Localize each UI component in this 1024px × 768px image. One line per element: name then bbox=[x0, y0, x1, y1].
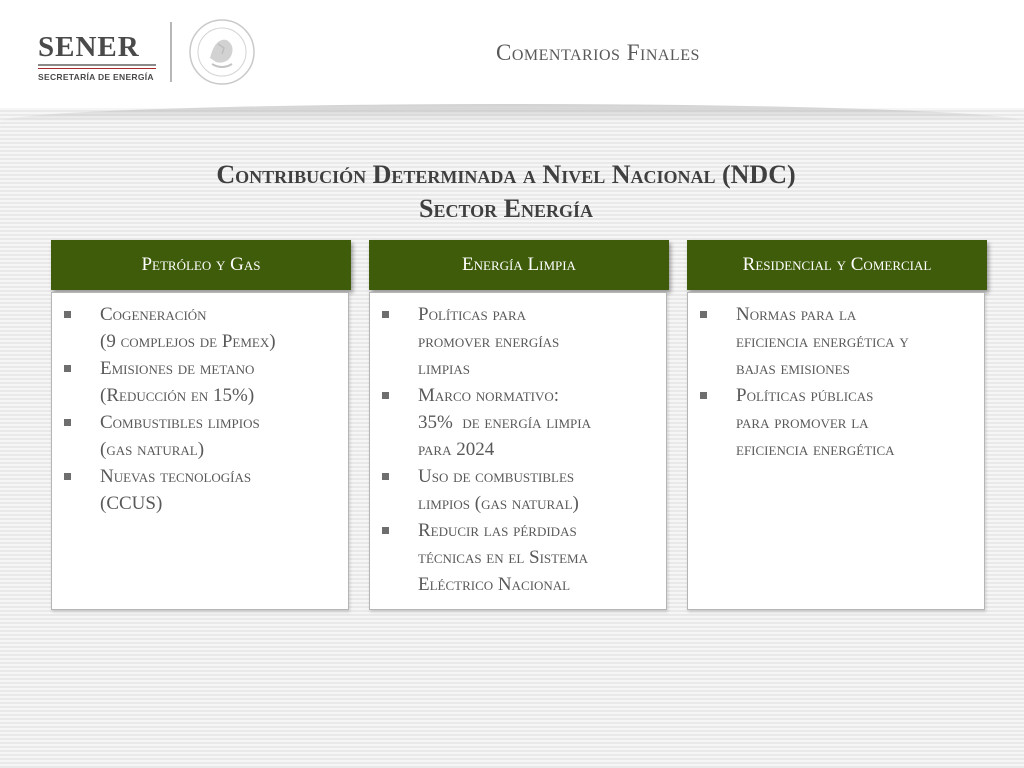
item-line: para 2024 bbox=[418, 439, 495, 460]
bullet-icon bbox=[382, 311, 389, 318]
list-item bbox=[382, 382, 658, 463]
item-line: Políticas públicas bbox=[736, 385, 874, 406]
logo-name: SENER bbox=[38, 31, 140, 63]
bullet-list bbox=[688, 293, 984, 463]
logo-subtitle: SECRETARÍA DE ENERGÍA bbox=[38, 72, 154, 82]
item-line: para promover la bbox=[736, 412, 869, 433]
bullet-icon bbox=[64, 365, 71, 372]
national-seal-icon bbox=[188, 18, 256, 86]
item-line: bajas emisiones bbox=[736, 358, 850, 379]
item-line: limpios (gas natural) bbox=[418, 493, 579, 514]
section-title: Comentarios Finales bbox=[496, 40, 700, 65]
bullet-icon bbox=[382, 473, 389, 480]
list-item bbox=[700, 382, 976, 463]
bullet-icon bbox=[700, 392, 707, 399]
item-line: Uso de combustibles bbox=[418, 466, 575, 487]
column-body bbox=[687, 292, 985, 610]
item-line: (CCUS) bbox=[100, 493, 163, 514]
item-line: promover energías bbox=[418, 331, 560, 352]
logo-rule-accent bbox=[38, 68, 156, 69]
bullet-icon bbox=[64, 473, 71, 480]
bullet-icon bbox=[64, 311, 71, 318]
bullet-list bbox=[52, 293, 348, 517]
list-item bbox=[382, 301, 658, 382]
list-item bbox=[64, 463, 340, 517]
item-line: limpias bbox=[418, 358, 471, 379]
item-line: eficiencia energética y bbox=[736, 331, 909, 352]
item-line: (gas natural) bbox=[100, 439, 205, 460]
item-line: Nuevas tecnologías bbox=[100, 466, 252, 487]
bullet-icon bbox=[64, 419, 71, 426]
list-item bbox=[382, 517, 658, 598]
column-body bbox=[51, 292, 349, 610]
column-header: Petróleo y Gas bbox=[51, 240, 351, 290]
item-line: Eléctrico Nacional bbox=[418, 574, 571, 595]
bullet-list bbox=[370, 293, 666, 598]
item-line: Marco normativo: bbox=[418, 385, 560, 406]
item-line: Cogeneración bbox=[100, 304, 207, 325]
item-line: técnicas en el Sistema bbox=[418, 547, 588, 568]
item-line: 35% de energía limpia bbox=[418, 412, 591, 433]
item-line: Políticas para bbox=[418, 304, 527, 325]
list-item bbox=[700, 301, 976, 382]
item-line: Reducir las pérdidas bbox=[418, 520, 577, 541]
list-item bbox=[382, 463, 658, 517]
column-body bbox=[369, 292, 667, 610]
list-item bbox=[64, 409, 340, 463]
bullet-icon bbox=[382, 527, 389, 534]
sener-logo bbox=[38, 32, 156, 82]
item-line: (9 complejos de Pemex) bbox=[100, 331, 276, 352]
logo-divider bbox=[170, 22, 172, 82]
slide-title-line1: Contribución Determinada a Nivel Nacional (NDC) bbox=[216, 160, 796, 189]
list-item bbox=[64, 355, 340, 409]
column-header: Energía Limpia bbox=[369, 240, 669, 290]
item-line: Normas para la bbox=[736, 304, 857, 325]
logo-rule bbox=[38, 64, 156, 66]
bullet-icon bbox=[382, 392, 389, 399]
slide-title bbox=[0, 158, 1012, 226]
item-line: (Reducción en 15%) bbox=[100, 385, 255, 406]
item-line: Emisiones de metano bbox=[100, 358, 255, 379]
header bbox=[0, 0, 1024, 108]
slide-title-line2: Sector Energía bbox=[419, 194, 593, 223]
item-line: Combustibles limpios bbox=[100, 412, 260, 433]
bullet-icon bbox=[700, 311, 707, 318]
item-line: eficiencia energética bbox=[736, 439, 895, 460]
list-item bbox=[64, 301, 340, 355]
column-header: Residencial y Comercial bbox=[687, 240, 987, 290]
